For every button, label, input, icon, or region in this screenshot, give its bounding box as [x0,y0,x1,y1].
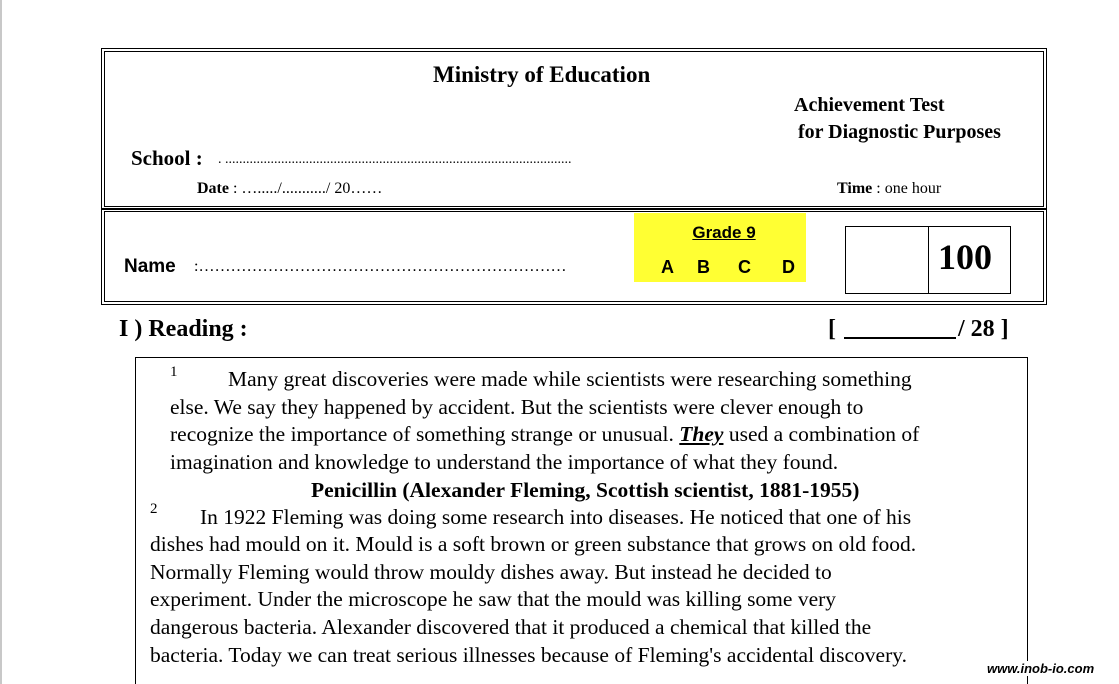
grade-option-a: A [661,257,674,277]
test-title-line-2: for Diagnostic Purposes [798,121,1001,143]
date-label: Date [197,180,229,197]
name-field: :…………………………………………………………… [194,258,567,275]
section-score-blank [844,317,956,339]
time-label: Time [837,180,873,197]
grade-option-d: D [782,257,795,277]
passage-line-text: recognize the importance of something strange or unusual. [170,422,674,446]
grade-option-c: C [738,257,751,277]
school-field: . ................................................................................................... [218,152,572,167]
section-score-total: / 28 ] [958,316,1009,342]
passage-line: In 1922 Fleming was doing some research into diseases. He noticed that one of his [200,505,912,529]
passage-line: Many great discoveries were made while scientists were researching something [228,367,912,391]
passage-line: experiment. Under the microscope he saw that the mould was killing some very [150,587,837,611]
section-score [828,316,1009,343]
passage-line [170,422,919,447]
score-total: 100 [938,237,992,277]
test-title-line-1: Achievement Test [794,94,945,116]
time-field [837,180,941,198]
passage-line: Normally Fleming would throw mouldy dishes away. But instead he decided to [150,560,832,584]
date-value: : …...../.........../ 20…… [232,180,383,197]
passage-line: imagination and knowledge to understand the importance of what they found. [170,450,839,474]
emphasized-word: They [679,422,724,446]
paragraph-number-1: 1 [170,364,178,380]
paragraph-number-2: 2 [150,501,158,517]
school-label: School : [131,146,203,170]
date-field [197,180,382,198]
passage-line: bacteria. Today we can treat serious illnesses because of Fleming's accidental discovery. [150,643,907,667]
score-divider [928,226,929,294]
passage-line: dangerous bacteria. Alexander discovered that it produced a chemical that killed the [150,615,872,639]
name-label: Name [124,256,176,277]
time-value: : one hour [876,180,942,197]
passage-line: else. We say they happened by accident. But the scientists were clever enough to [170,395,864,419]
grade-panel [634,213,806,282]
grade-title: Grade 9 [692,223,756,242]
passage-line-tail: used a combination of [728,422,920,446]
grade-option-b: B [697,257,710,277]
passage-line: dishes had mould on it. Mould is a soft brown or green substance that grows on old food. [150,532,917,556]
passage-heading: Penicillin (Alexander Fleming, Scottish scientist, 1881-1955) [311,478,860,502]
page-edge [0,0,2,684]
watermark: www.inob-io.com [987,661,1095,676]
section-score-open: [ [828,316,836,342]
section-title: I ) Reading : [119,316,248,342]
ministry-title: Ministry of Education [433,62,651,87]
